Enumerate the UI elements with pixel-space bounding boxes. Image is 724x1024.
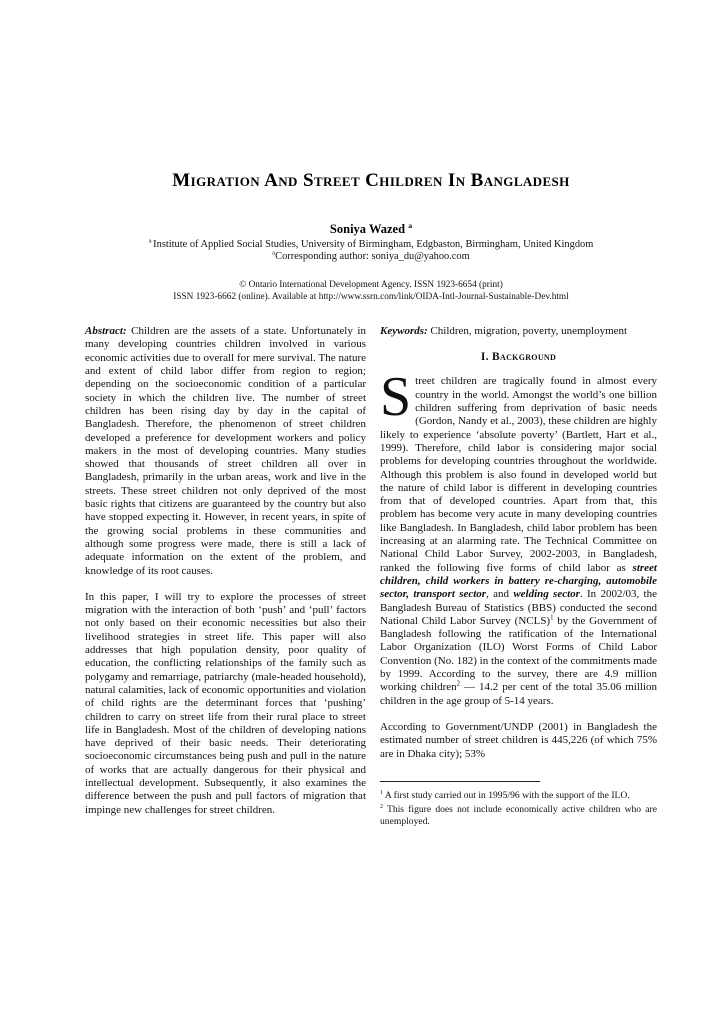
corresponding-author: $^a$Corresponding author: soniya_du@yahoo.com (272, 249, 470, 262)
abstract-paragraph: Abstract: Children are the assets of a state. Unfortunately in many developing countries children involved in various economic activities due to overall for mere survival. The nature and extent of child labor differ from region to region; depending on the socioeconomic condition of a particular society in which the children live. The number of street children has been rising day by day in the capital of Bangladesh. Therefore, the phenomenon of street children developed a preference for development workers and policy makers in the most of developing countries. Many studies showed that thousands of street children all over in Bangladesh, primarily in the urban areas, work and live in the streets. These street children not only deprived of the most basic rights that citizens are guaranteed by the country but also have stopped expecting it. However, in recent years, in spite of the growing social problems in these communities and although some progress were made, there is still a lack of adequate information on the extent of the problem, and knowledge of its root causes. (85, 325, 366, 577)
publisher-info (85, 280, 657, 303)
dropcap-letter: S (380, 366, 412, 429)
author-affiliation: $^a$ Institute of Applied Social Studies, University of Birmingham, Edgbaston, Birmingham, United Kingdom (148, 237, 594, 250)
section-heading-background: I. Background (480, 351, 557, 364)
two-column-body (85, 325, 657, 830)
footnote-2: $^2$ This figure does not include economically active children who are unemployed. (380, 803, 657, 828)
right-column (380, 325, 657, 830)
publisher-line-1: © Ontario International Development Agency. ISSN 1923-6654 (print) (239, 280, 503, 290)
author-name: Soniya Wazed $^a$ (329, 220, 413, 236)
background-paragraph-1 (380, 366, 657, 707)
abstract-paragraph-2: In this paper, I will try to explore the processes of street migration with the interaction of both ‘push’ and ‘pull’ factors not only based on their economic necessities but also their livelihood strategies in street life. This paper will also addresses that high population density, poor quality of education, the conflicting relationships of the family such as polygamy and remarriage, patriarchy (male-headed household), natural calamities, lack of economic opportunities and violation of child rights are the determinant forces that ‘pushing’ children to carry on street life from their rural place to street life in Bangladesh. Most of the children of developing nations have deprived of their basic needs. Their deteriorating socioeconomic circumstances being push and pull in the nature of works that are actually dangerous for their physical and intellectual development. Subsequently, it also examines the difference between the push and pull factors of migration that impinge new challenges for street children. (85, 590, 366, 816)
background-paragraph-1-text: treet children are tragically found in almost every country in the world. Amongst the world’s one billion children suffering from deprivation of basic needs (Gordon, Nandy et al., 2003), these children are highly likely to experience ‘absolute poverty’ (Bartlett, Hart et al., 1999). Therefore, child labor is considering major social problems for developing countries throughout the worldwide. Although this problem is also found in developed world but the nature of child labor is different in developing countries from that of developed countries. Apart from that, this problem has become very acute in many developing countries like Bangladesh. In Bangladesh, child labor problem has been increasing at an alarming rate. The Technical Committee on National Child Labor Survey, 2002-2003, in Bangladesh, ranked the following five forms of child labor as street children, child workers in battery re-charging, automobile sector, transport sector, and welding sector. In 2002/03, the Bangladesh Bureau of Statistics (BBS) conducted the second National Child Labor Survey (NCLS)$^1$ by the Government of Bangladesh following the ratification of the International Labor Organization (ILO) Worst Forms of Child Labor Convention (No. 182) in the context of the commitments made by 1999. According to the survey, there are 4.9 million working children$^2$ — 14.2 per cent of the total 35.06 million children in the age group of 5-14 years. (380, 375, 657, 707)
footnote-1: $^1$ A first study carried out in 1995/96 with the support of the ILO. (380, 789, 630, 801)
paper-title: Migration And Street Children In Bangladesh (172, 170, 570, 191)
keywords-line: Keywords: Children, migration, poverty, unemployment (380, 325, 628, 338)
background-paragraph-2: According to Government/UNDP (2001) in Bangladesh the estimated number of street children is 445,226 (of which 75% are in Dhaka city); 53% (380, 720, 657, 760)
footnote-separator (380, 781, 540, 782)
footnotes (380, 790, 657, 829)
left-column (85, 325, 366, 830)
publisher-line-2: ISSN 1923-6662 (online). Available at http://www.ssrn.com/link/OIDA-Intl-Journal-Sustainable-Dev.html (173, 291, 569, 302)
